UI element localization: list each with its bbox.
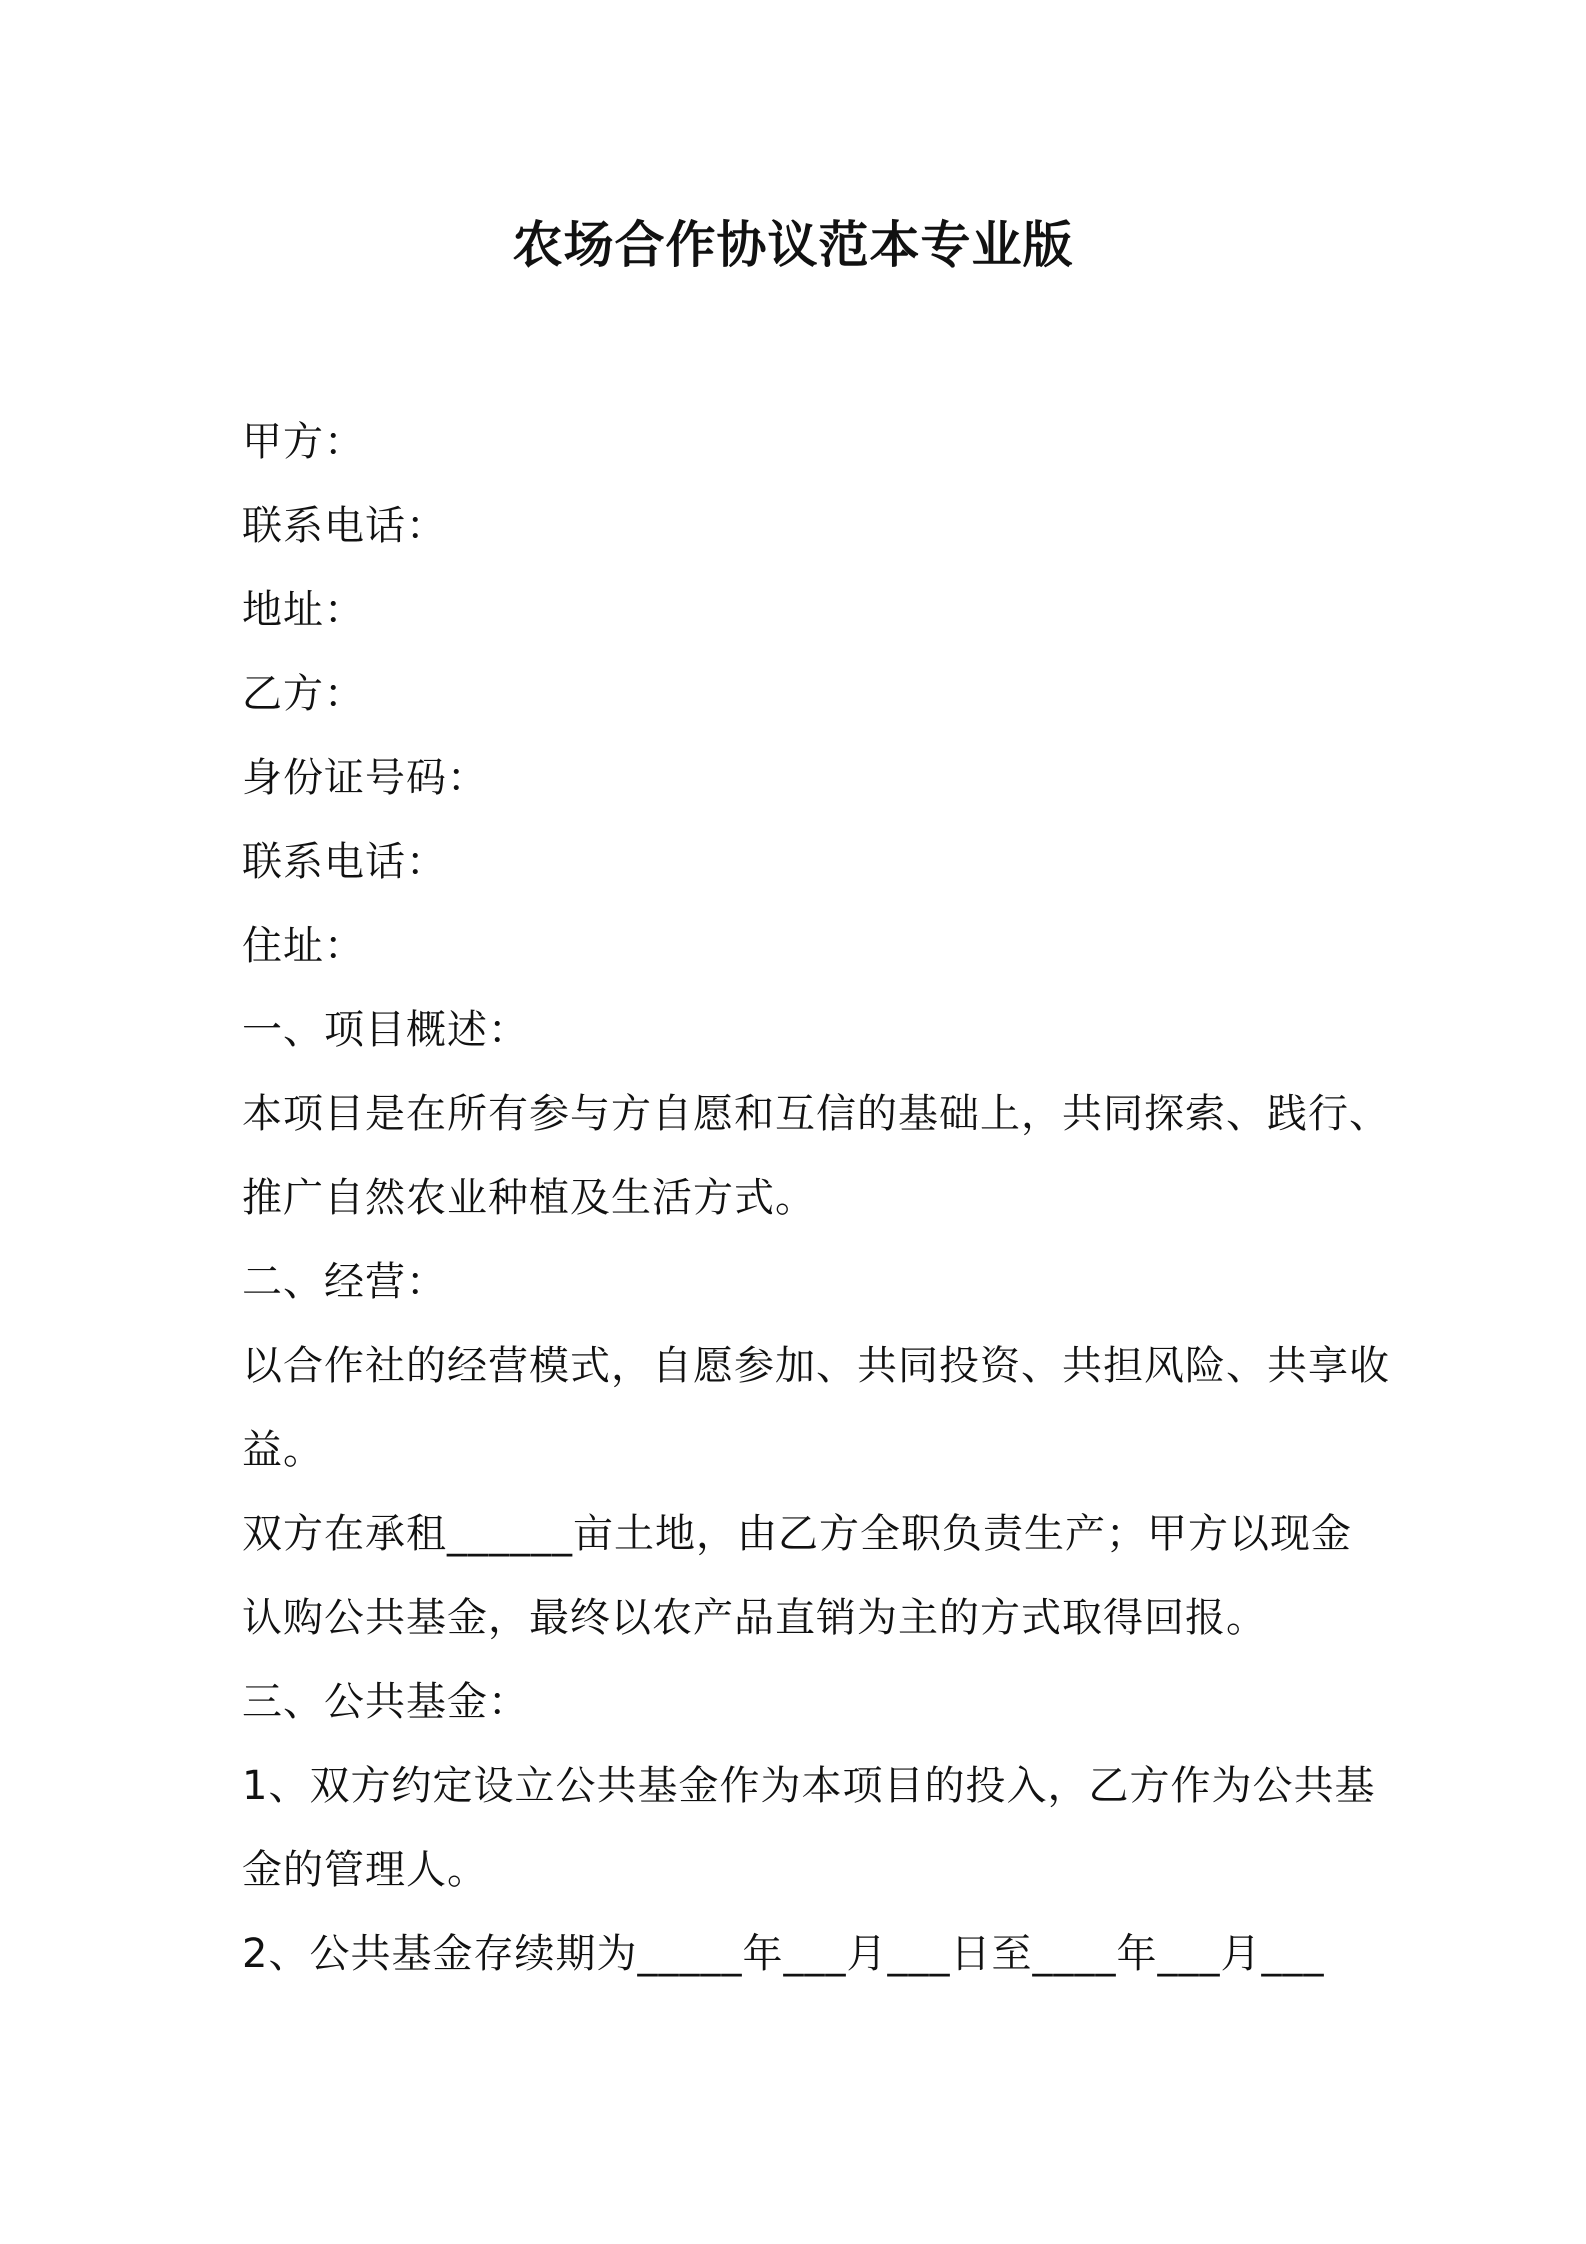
paragraph-line: 认购公共基金，最终以农产品直销为主的方式取得回报。 bbox=[242, 1595, 1267, 1641]
party-b-label: 乙方： bbox=[242, 671, 365, 717]
party-b-address-label: 住址： bbox=[242, 923, 365, 969]
party-b-id-label: 身份证号码： bbox=[242, 755, 488, 801]
paragraph-line: 1、双方约定设立公共基金作为本项目的投入，乙方作为公共基 bbox=[242, 1763, 1376, 1809]
section-heading-operation: 二、经营： bbox=[242, 1259, 447, 1305]
paragraph-line: 2、公共基金存续期为_____年___月___日至____年___月___ bbox=[242, 1931, 1325, 1977]
section-heading-overview: 一、项目概述： bbox=[242, 1007, 529, 1053]
document-title: 农场合作协议范本专业版 bbox=[512, 216, 1074, 274]
paragraph-line: 双方在承租______亩土地，由乙方全职负责生产；甲方以现金 bbox=[242, 1511, 1352, 1557]
party-a-phone-label: 联系电话： bbox=[242, 503, 447, 549]
party-a-address-label: 地址： bbox=[242, 587, 365, 633]
paragraph-line: 益。 bbox=[242, 1427, 324, 1473]
section-heading-public-fund: 三、公共基金： bbox=[242, 1679, 529, 1725]
party-a-label: 甲方： bbox=[242, 419, 365, 465]
paragraph-line: 金的管理人。 bbox=[242, 1847, 488, 1893]
paragraph-line: 推广自然农业种植及生活方式。 bbox=[242, 1175, 816, 1221]
paragraph-line: 以合作社的经营模式，自愿参加、共同投资、共担风险、共享收 bbox=[242, 1343, 1390, 1389]
document-body bbox=[242, 400, 1390, 1996]
party-b-phone-label: 联系电话： bbox=[242, 839, 447, 885]
paragraph-line: 本项目是在所有参与方自愿和互信的基础上，共同探索、践行、 bbox=[242, 1091, 1390, 1137]
